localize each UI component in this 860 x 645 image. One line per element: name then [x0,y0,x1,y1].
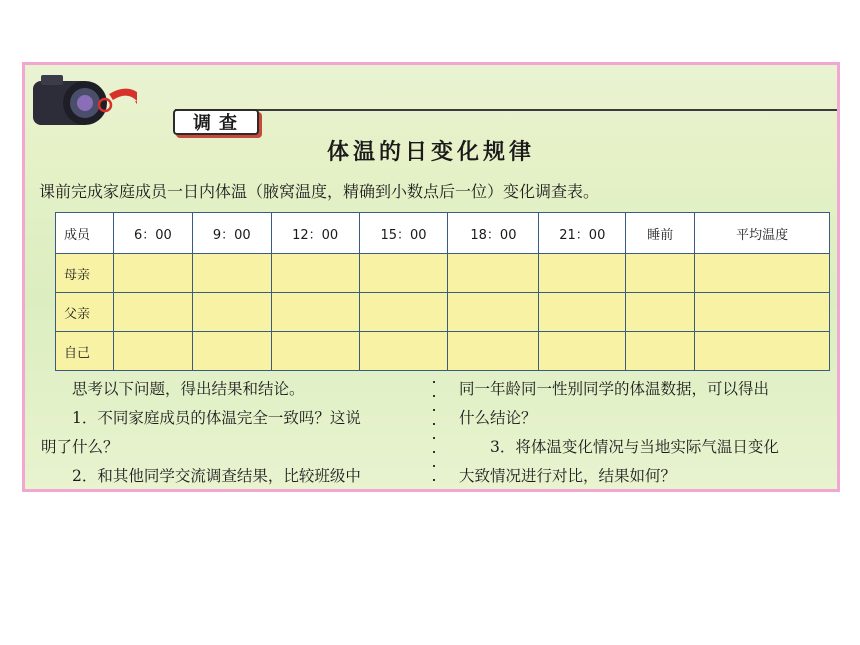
header-cell: 6：00 [113,213,192,254]
input-cell[interactable] [539,332,626,371]
input-cell[interactable] [192,254,271,293]
input-cell[interactable] [626,254,695,293]
input-cell[interactable] [626,293,695,332]
question-line: 1．不同家庭成员的体温完全一致吗？这说 [72,409,361,427]
column-divider [433,381,435,481]
camera-icon [27,67,137,135]
input-cell[interactable] [113,293,192,332]
content-frame [22,62,840,492]
input-cell[interactable] [695,293,830,332]
question-line: 明了什么？ [41,438,119,456]
table-row [56,332,830,371]
question-line: 3．将体温变化情况与当地实际气温日变化 [490,438,779,456]
input-cell[interactable] [192,332,271,371]
question-line: 思考以下问题，得出结果和结论。 [72,380,305,398]
question-line: 什么结论？ [459,409,537,427]
header-cell: 9：00 [192,213,271,254]
input-cell[interactable] [192,293,271,332]
header-cell: 18：00 [448,213,539,254]
questions-left-column [41,375,419,491]
questions-right-column [459,375,833,491]
question-line: 2．和其他同学交流调查结果，比较班级中 [72,467,361,485]
survey-table [55,212,830,371]
header-cell: 12：00 [271,213,359,254]
section-badge: 调查 [173,109,259,135]
page-title: 体温的日变化规律 [326,139,535,165]
table-header-row [56,213,830,254]
header-rule [175,109,837,111]
input-cell[interactable] [695,332,830,371]
input-cell[interactable] [695,254,830,293]
input-cell[interactable] [271,332,359,371]
input-cell[interactable] [359,254,448,293]
input-cell[interactable] [448,293,539,332]
question-line: 大致情况进行对比，结果如何？ [459,467,677,485]
header-cell: 15：00 [359,213,448,254]
input-cell[interactable] [359,332,448,371]
input-cell[interactable] [626,332,695,371]
header-cell: 平均温度 [695,213,830,254]
input-cell[interactable] [113,332,192,371]
header-cell: 21：00 [539,213,626,254]
table-row [56,254,830,293]
input-cell[interactable] [359,293,448,332]
input-cell[interactable] [271,293,359,332]
input-cell[interactable] [113,254,192,293]
question-line: 同一年龄同一性别同学的体温数据，可以得出 [459,380,770,398]
row-label: 父亲 [56,293,114,332]
input-cell[interactable] [539,254,626,293]
input-cell[interactable] [448,332,539,371]
header-cell: 成员 [56,213,114,254]
input-cell[interactable] [271,254,359,293]
table-row [56,293,830,332]
header-cell: 睡前 [626,213,695,254]
input-cell[interactable] [448,254,539,293]
row-label: 母亲 [56,254,114,293]
row-label: 自己 [56,332,114,371]
intro-text: 课前完成家庭成员一日内体温（腋窝温度，精确到小数点后一位）变化调查表。 [39,182,600,201]
input-cell[interactable] [539,293,626,332]
